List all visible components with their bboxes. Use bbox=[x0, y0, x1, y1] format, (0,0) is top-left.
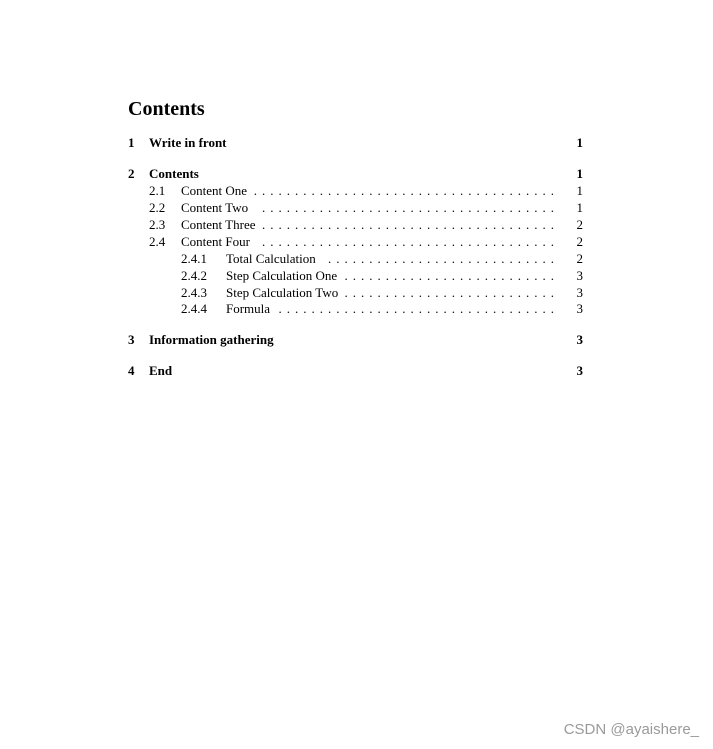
toc-dot-leader: .......................... bbox=[344, 268, 559, 283]
toc-entry-title: End bbox=[149, 363, 173, 378]
toc-entry[interactable] bbox=[128, 250, 583, 267]
toc-entry[interactable] bbox=[128, 182, 583, 199]
toc-entry-number: 3 bbox=[128, 332, 135, 347]
toc-dot-leader: ............................ bbox=[328, 251, 559, 266]
toc-entry-page-number: 3 bbox=[576, 285, 583, 300]
toc-entry-page-number: 3 bbox=[576, 332, 583, 347]
toc-entry[interactable] bbox=[128, 267, 583, 284]
toc-entry-page-number: 2 bbox=[576, 234, 583, 249]
toc-entry-page-number: 1 bbox=[576, 166, 583, 181]
toc-entry-page-number: 2 bbox=[576, 217, 583, 232]
toc-dot-leader: .................................... bbox=[262, 217, 559, 232]
toc-entry-number: 2 bbox=[128, 166, 135, 181]
toc-entry[interactable] bbox=[128, 216, 583, 233]
toc-entry[interactable] bbox=[128, 199, 583, 216]
watermark: CSDN @ayaishere_ bbox=[563, 721, 699, 738]
toc-entry-page-number: 3 bbox=[576, 301, 583, 316]
toc-entry[interactable] bbox=[128, 362, 583, 379]
toc-entry-title: Content One bbox=[181, 183, 248, 198]
toc-entry-title: Information gathering bbox=[149, 332, 274, 347]
toc-entry-number: 2.2 bbox=[149, 200, 166, 215]
toc-entry-number: 2.4 bbox=[149, 234, 166, 249]
toc-entry-page-number: 1 bbox=[576, 200, 583, 215]
toc-entry-title: Formula bbox=[226, 301, 271, 316]
toc-entry-title: Total Calculation bbox=[226, 251, 316, 266]
toc-entry[interactable] bbox=[128, 233, 583, 250]
toc-entry-number: 4 bbox=[128, 363, 135, 378]
toc-entry-title: Content Three bbox=[181, 217, 256, 232]
toc-entry-number: 2.3 bbox=[149, 217, 166, 232]
toc-entry[interactable] bbox=[128, 284, 583, 301]
toc-entry-number: 1 bbox=[128, 135, 135, 150]
toc-dot-leader: .......................... bbox=[344, 285, 559, 300]
toc-entry-title: Content Two bbox=[181, 200, 249, 215]
toc-entry-number: 2.4.4 bbox=[181, 301, 207, 316]
toc-entry-page-number: 2 bbox=[576, 251, 583, 266]
toc-entry-number: 2.4.1 bbox=[181, 251, 207, 266]
toc-entry-title: Write in front bbox=[149, 135, 227, 150]
toc-entry-number: 2.4.2 bbox=[181, 268, 207, 283]
toc-entry-title: Step Calculation Two bbox=[226, 285, 339, 300]
toc-entry-number: 2.1 bbox=[149, 183, 166, 198]
toc-dot-leader: ..................................... bbox=[253, 183, 559, 198]
toc-dot-leader: .................................... bbox=[262, 200, 559, 215]
toc-entry-title: Step Calculation One bbox=[226, 268, 338, 283]
toc-entry-page-number: 3 bbox=[576, 363, 583, 378]
toc-entry-page-number: 1 bbox=[576, 183, 583, 198]
toc-entry-title: Contents bbox=[149, 166, 199, 181]
toc-entry[interactable] bbox=[128, 134, 583, 151]
toc-entry[interactable] bbox=[128, 165, 583, 182]
toc-entry[interactable] bbox=[128, 300, 583, 317]
toc-entry-number: 2.4.3 bbox=[181, 285, 207, 300]
toc-entry-title: Content Four bbox=[181, 234, 250, 249]
toc-heading: Contents bbox=[128, 98, 205, 120]
toc-entry-page-number: 1 bbox=[576, 135, 583, 150]
toc-dot-leader: .................................... bbox=[262, 234, 559, 249]
toc-dot-leader: .................................. bbox=[278, 301, 559, 316]
toc-entry-page-number: 3 bbox=[576, 268, 583, 283]
toc-entry[interactable] bbox=[128, 331, 583, 348]
